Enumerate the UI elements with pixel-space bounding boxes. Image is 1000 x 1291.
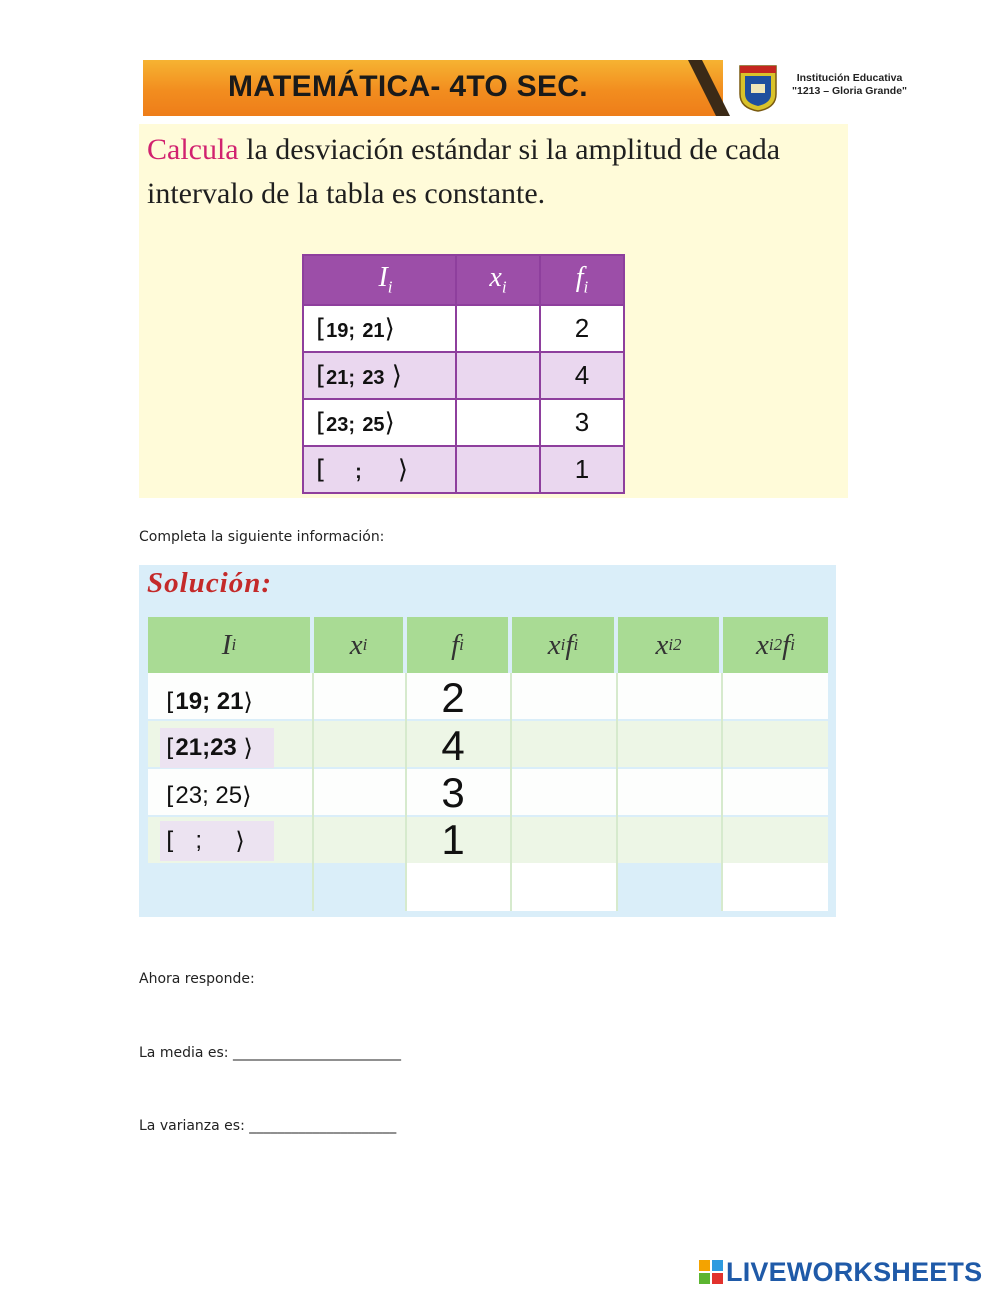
sol-interval-cell: [ 21 ; 23 ⟩ [160, 728, 274, 768]
questions-intro: Ahora responde: [139, 971, 255, 987]
liveworksheets-text: LIVEWORKSHEETS [726, 1256, 983, 1287]
sol-interval-cell: [ 19 ; 21 ⟩ [166, 688, 253, 716]
sol-interval-cell: [ 23 ; 25 ⟩ [166, 782, 252, 810]
sol-header-midpoint: x i [314, 617, 403, 673]
sol-header-xf: x i f i [512, 617, 614, 673]
sol-frequency-value: 4 [441, 722, 465, 769]
header-frequency: $f_i$ [540, 255, 624, 305]
sol-frequency-value: 1 [441, 816, 465, 863]
column-divider [312, 673, 314, 911]
sol-frequency-value: 3 [441, 769, 465, 816]
school-line-1: Institución Educativa [796, 72, 903, 84]
solution-title: Solución: [147, 567, 273, 599]
sol-header-interval: I i [148, 617, 310, 673]
sol-interval-cell[interactable]: [ ; ⟩ [160, 821, 274, 861]
table-row [303, 352, 624, 399]
midpoint-cell [456, 446, 540, 493]
midpoint-cell [456, 399, 540, 446]
school-line-2: "1213 – Gloria Grande" [792, 85, 908, 97]
liveworksheets-icon [698, 1259, 724, 1285]
sum-cell-frequency[interactable] [407, 863, 510, 911]
liveworksheets-logo [698, 1258, 982, 1286]
interval-cell: [19; 21⟩ [303, 305, 456, 352]
column-divider [616, 673, 618, 911]
table-row [303, 305, 624, 352]
sol-header-x-squared-f: x i 2 f i [723, 617, 828, 673]
problem-keyword: Calcula [147, 133, 239, 166]
problem-statement [147, 128, 847, 216]
sol-frequency-value: 2 [441, 674, 465, 721]
midpoint-cell [456, 305, 540, 352]
table-row [303, 446, 624, 493]
interval-cell[interactable]: [ ; ⟩ [303, 446, 456, 493]
interval-cell: [23; 25⟩ [303, 399, 456, 446]
sum-cell-xf[interactable] [512, 863, 616, 911]
frequency-cell: 1 [540, 446, 624, 493]
interval-cell: [21; 23 ⟩ [303, 352, 456, 399]
midpoint-cell [456, 352, 540, 399]
header-interval: $I_i$ [303, 255, 456, 305]
frequency-cell: 4 [540, 352, 624, 399]
frequency-table-header [303, 255, 624, 305]
frequency-cell: 2 [540, 305, 624, 352]
frequency-table [302, 254, 625, 494]
school-crest-icon [738, 64, 778, 112]
table-row [303, 399, 624, 446]
column-divider [405, 673, 407, 911]
header-slash-decoration [688, 60, 738, 116]
column-divider [721, 673, 723, 911]
variance-question[interactable]: La varianza es: _____________________ [139, 1118, 397, 1134]
page-title: MATEMÁTICA- 4TO SEC. [228, 70, 588, 103]
sol-header-frequency: f i [407, 617, 508, 673]
instruction-text: Completa la siguiente información: [139, 529, 385, 545]
header-midpoint: $x_i$ [456, 255, 540, 305]
problem-text: la desviación estándar si la amplitud de cada intervalo de la tabla es constante. [147, 133, 781, 210]
frequency-cell: 3 [540, 399, 624, 446]
sol-header-x-squared: x i 2 [618, 617, 719, 673]
column-divider [510, 673, 512, 911]
mean-question[interactable]: La media es: ________________________ [139, 1045, 401, 1061]
sum-cell-x-squared-f[interactable] [723, 863, 828, 911]
school-name [792, 72, 907, 98]
